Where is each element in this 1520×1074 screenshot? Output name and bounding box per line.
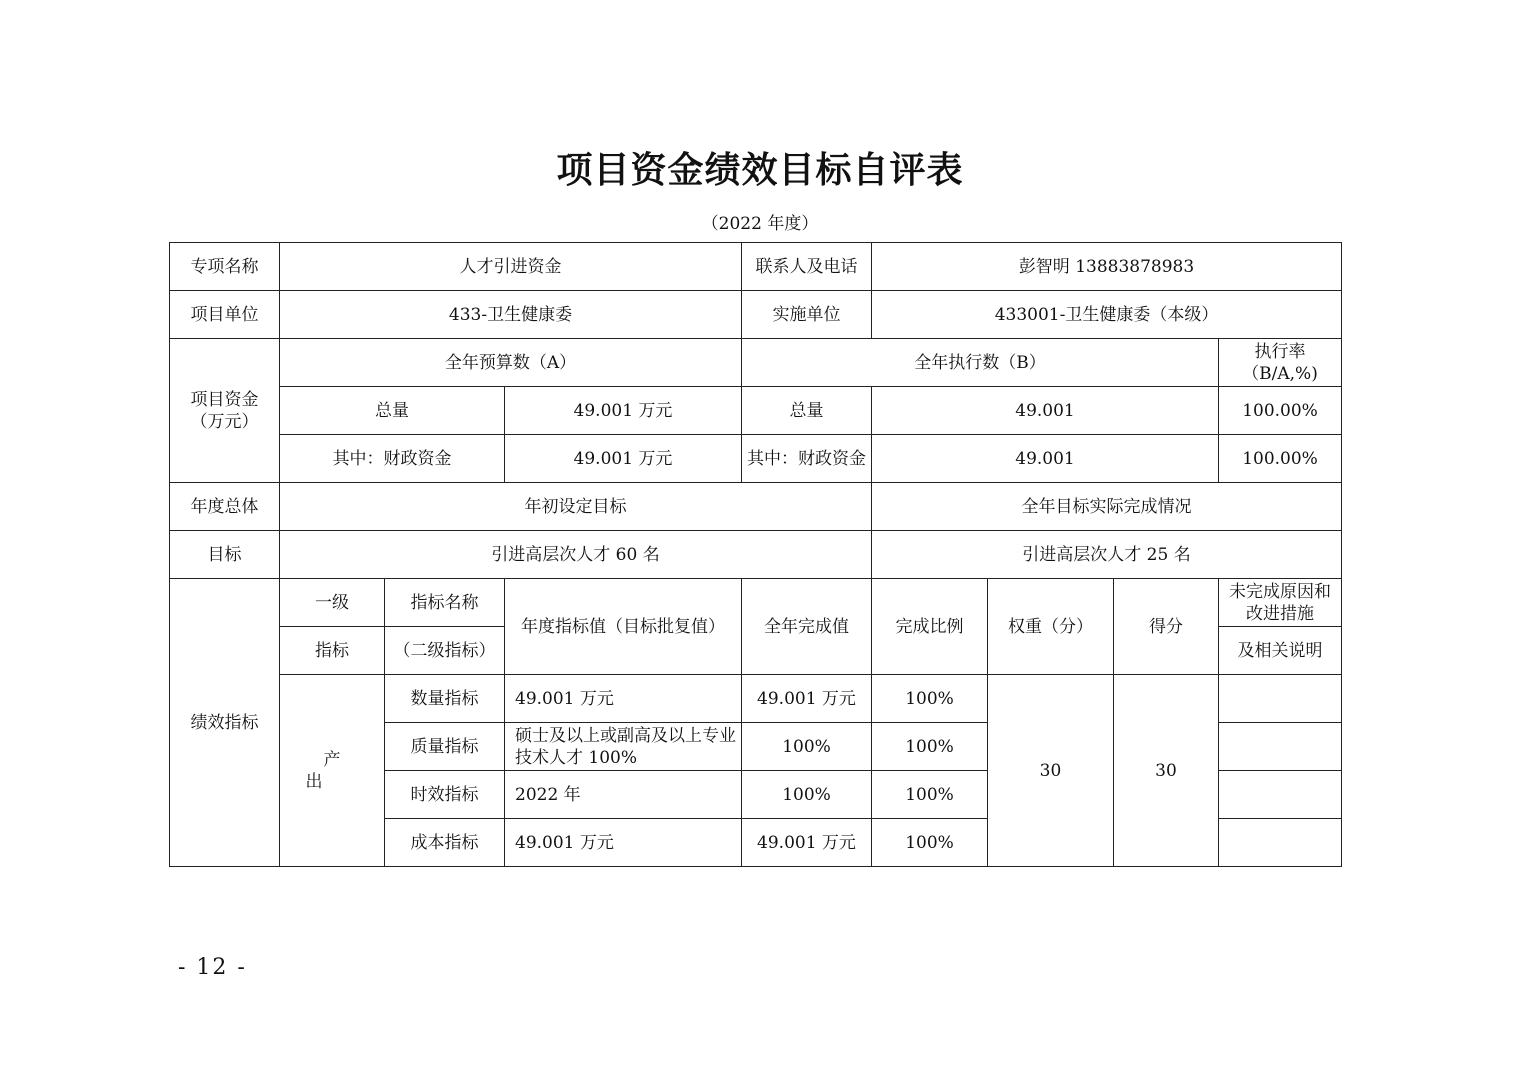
reason-header-b: 及相关说明 xyxy=(1219,627,1342,675)
funds-label: 项目资金（万元） xyxy=(170,339,280,483)
indicator-ratio: 100% xyxy=(872,675,988,723)
indicator-reason xyxy=(1219,723,1342,771)
indicator-actual: 100% xyxy=(742,723,872,771)
target-header: 年度指标值（目标批复值） xyxy=(505,579,742,675)
indicator-reason xyxy=(1219,771,1342,819)
impl-unit-label: 实施单位 xyxy=(742,291,872,339)
total-budget: 49.001 万元 xyxy=(505,387,742,435)
score-header: 得分 xyxy=(1114,579,1219,675)
actual-goal-header: 全年目标实际完成情况 xyxy=(872,483,1342,531)
project-unit-label: 项目单位 xyxy=(170,291,280,339)
exec-header: 全年执行数（B） xyxy=(742,339,1219,387)
document-title: 项目资金绩效目标自评表 xyxy=(556,149,964,191)
fiscal-rate: 100.00% xyxy=(1219,435,1342,483)
reason-header-a: 未完成原因和改进措施 xyxy=(1219,579,1342,627)
total-rate: 100.00% xyxy=(1219,387,1342,435)
impl-unit-value: 433001-卫生健康委（本级） xyxy=(872,291,1342,339)
project-name-value: 人才引进资金 xyxy=(280,243,742,291)
indicator-ratio: 100% xyxy=(872,771,988,819)
document-year: （2022 年度） xyxy=(701,214,819,234)
perf-indicator-label: 绩效指标 xyxy=(170,579,280,867)
indicator-reason xyxy=(1219,675,1342,723)
set-goal-header: 年初设定目标 xyxy=(280,483,872,531)
indicator-reason xyxy=(1219,819,1342,867)
indicator-target: 49.001 万元 xyxy=(505,819,742,867)
score-value: 30 xyxy=(1114,675,1219,867)
fiscal-label: 其中：财政资金 xyxy=(280,435,505,483)
indicator-name-header-a: 指标名称 xyxy=(385,579,505,627)
indicator-ratio: 100% xyxy=(872,723,988,771)
weight-header: 权重（分） xyxy=(988,579,1114,675)
actual-goal-value: 引进高层次人才 25 名 xyxy=(872,531,1342,579)
rate-header: 执行率（B/A,%) xyxy=(1219,339,1342,387)
fiscal-exec: 49.001 xyxy=(872,435,1219,483)
fiscal-budget: 49.001 万元 xyxy=(505,435,742,483)
budget-header: 全年预算数（A） xyxy=(280,339,742,387)
indicator-target: 硕士及以上或副高及以上专业技术人才 100% xyxy=(505,723,742,771)
indicator-name: 时效指标 xyxy=(385,771,505,819)
indicator-actual: 49.001 万元 xyxy=(742,819,872,867)
actual-header: 全年完成值 xyxy=(742,579,872,675)
indicator-name-header-b: （二级指标） xyxy=(385,627,505,675)
weight-value: 30 xyxy=(988,675,1114,867)
contact-value: 彭智明 13883878983 xyxy=(872,243,1342,291)
total-label: 总量 xyxy=(280,387,505,435)
indicator-target: 2022 年 xyxy=(505,771,742,819)
annual-goal-label-line2: 目标 xyxy=(170,531,280,579)
category-label: 产出 xyxy=(305,749,377,792)
indicator-actual: 49.001 万元 xyxy=(742,675,872,723)
ratio-header: 完成比例 xyxy=(872,579,988,675)
indicator-name: 成本指标 xyxy=(385,819,505,867)
set-goal-value: 引进高层次人才 60 名 xyxy=(280,531,872,579)
indicator-name: 质量指标 xyxy=(385,723,505,771)
level1-header-b: 指标 xyxy=(280,627,385,675)
total-exec: 49.001 xyxy=(872,387,1219,435)
indicator-actual: 100% xyxy=(742,771,872,819)
project-unit-value: 433-卫生健康委 xyxy=(280,291,742,339)
table-row xyxy=(170,675,1342,723)
category-output xyxy=(280,675,385,867)
indicator-ratio: 100% xyxy=(872,819,988,867)
page-number: - 12 - xyxy=(178,955,247,980)
indicator-name: 数量指标 xyxy=(385,675,505,723)
total-exec-label: 总量 xyxy=(742,387,872,435)
annual-goal-label-line1: 年度总体 xyxy=(170,483,280,531)
fiscal-exec-label: 其中：财政资金 xyxy=(742,435,872,483)
self-evaluation-table xyxy=(169,242,1342,867)
project-name-label: 专项名称 xyxy=(170,243,280,291)
level1-header-a: 一级 xyxy=(280,579,385,627)
indicator-target: 49.001 万元 xyxy=(505,675,742,723)
contact-label: 联系人及电话 xyxy=(742,243,872,291)
